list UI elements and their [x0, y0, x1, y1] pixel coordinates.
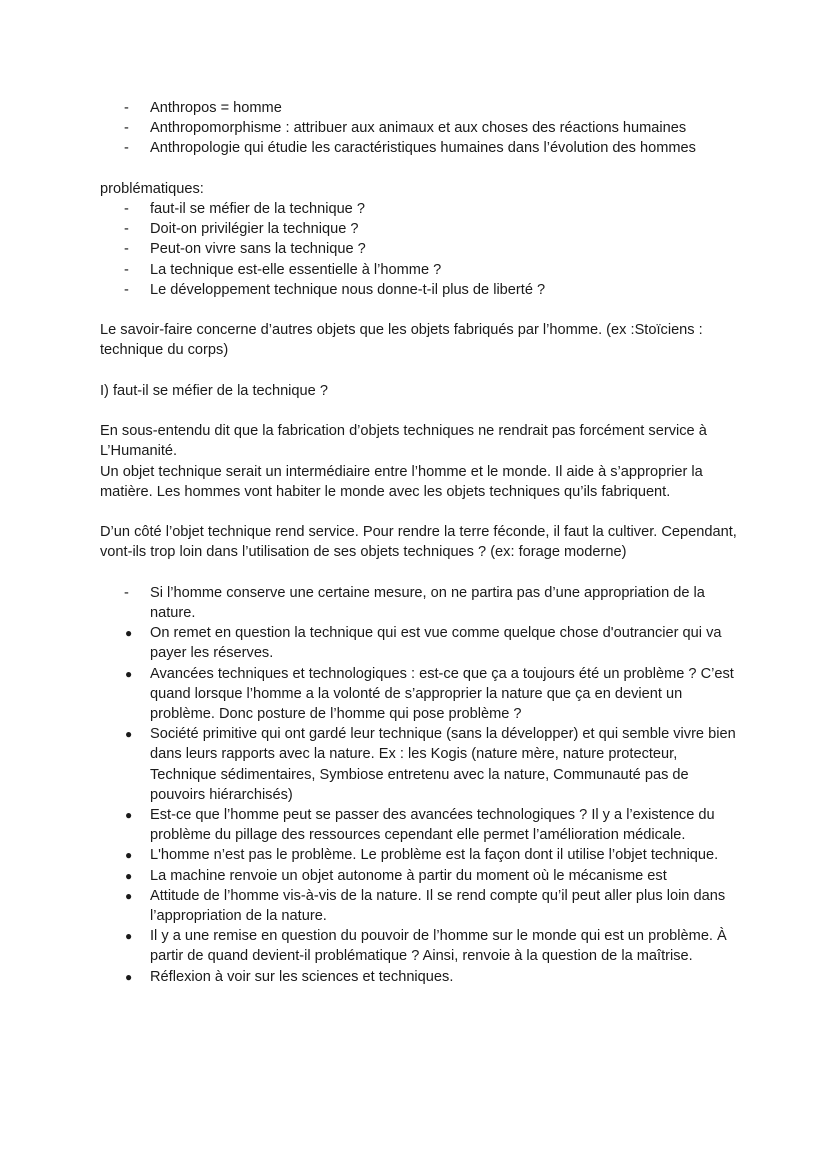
- bullet-marker: ●: [125, 929, 133, 944]
- dash-marker: -: [124, 281, 129, 298]
- list-item-text: Si l’homme conserve une certaine mesure, on ne partira pas d’une appropriation de la nature.: [150, 584, 705, 621]
- list-item-text: Il y a une remise en question du pouvoir de l’homme sur le monde qui est un problème. À partir de quand devient-il problématique ? Ainsi, renvoie à la question de la maîtrise.: [150, 928, 727, 965]
- paragraph: Un objet technique serait un intermédiaire entre l’homme et le monde. Il aide à s’approprier la matière. Les hommes vont habiter le monde avec les objets techniques qu’ils fabriquent.: [100, 463, 703, 500]
- list-item: [100, 886, 740, 926]
- bullet-marker: ●: [125, 888, 133, 903]
- dash-marker: -: [124, 241, 129, 258]
- dash-marker: -: [124, 584, 129, 601]
- problematiques-heading: problématiques:: [100, 180, 204, 197]
- list-item: [100, 583, 740, 623]
- list-item: [100, 805, 740, 845]
- list-item: [100, 239, 740, 259]
- dash-marker: -: [124, 140, 129, 157]
- list-item: [100, 260, 740, 280]
- list-item: [100, 926, 740, 966]
- list-item-text: On remet en question la technique qui est vue comme quelque chose d'outrancier qui va payer les réserves.: [150, 625, 722, 662]
- list-item: [100, 98, 740, 118]
- dash-marker: -: [124, 201, 129, 217]
- dash-marker: -: [124, 221, 129, 238]
- paragraph: En sous-entendu dit que la fabrication d’objets techniques ne rendrait pas forcément service à L’Humanité.: [100, 423, 707, 460]
- list-item-text: Réflexion à voir sur les sciences et techniques.: [150, 968, 454, 985]
- savoir-faire-paragraph: Le savoir-faire concerne d’autres objets que les objets fabriqués par l’homme. (ex :Stoïciens : technique du corps): [100, 322, 703, 359]
- list-item-text: Attitude de l’homme vis-à-vis de la nature. Il se rend compte qu’il peut aller plus loin dans l’appropriation de la nature.: [150, 887, 726, 925]
- list-item: [100, 118, 740, 138]
- list-item: [100, 967, 740, 987]
- list-item-text: Société primitive qui ont gardé leur technique (sans la développer) et qui semble vivre bien dans leurs rapports avec la nature. Ex : les Kogis (nature mère, nature protecteur, Technique sédimentaires, Symbiose entretenu avec la nature, Communauté pas de pouvoirs hiérarchisés): [150, 726, 736, 803]
- bullet-marker: ●: [125, 969, 133, 984]
- dash-marker: -: [124, 261, 129, 278]
- list-item-text: Est-ce que l’homme peut se passer des avancées technologiques ? Il y a l’existence du problème du pillage des ressources cependant elle permet l’amélioration médicale.: [150, 807, 715, 844]
- list-item-text: Le développement technique nous donne-t-il plus de liberté ?: [150, 281, 546, 298]
- list-item-text: Doit-on privilégier la technique ?: [150, 221, 359, 238]
- list-item-text: Anthropologie qui étudie les caractéristiques humaines dans l’évolution des hommes: [150, 140, 696, 157]
- dash-marker: -: [124, 120, 129, 137]
- bullet-marker: ●: [125, 808, 133, 823]
- paragraph: D’un côté l’objet technique rend service. Pour rendre la terre féconde, il faut la cultiver. Cependant, vont-ils trop loin dans l’utilisation de ses objets techniques ? (ex: forage moderne): [100, 524, 737, 561]
- problematiques-list: [100, 199, 740, 300]
- document-page: [100, 98, 740, 987]
- bullet-marker: ●: [125, 626, 133, 641]
- bullet-marker: ●: [125, 666, 133, 681]
- list-item: [100, 845, 740, 865]
- list-item: [100, 138, 740, 158]
- list-item: [100, 623, 740, 663]
- list-item-text: L'homme n’est pas le problème. Le problème est la façon dont il utilise l’objet technique.: [150, 847, 719, 864]
- notes-list: [100, 583, 740, 987]
- bullet-marker: ●: [125, 727, 133, 742]
- list-item-text: faut-il se méfier de la technique ?: [150, 201, 365, 217]
- list-item-text: Anthropomorphisme : attribuer aux animaux et aux choses des réactions humaines: [150, 120, 687, 137]
- section-title: I) faut-il se méfier de la technique ?: [100, 382, 328, 399]
- list-item-text: Anthropos = homme: [150, 100, 282, 116]
- list-item: [100, 280, 740, 300]
- list-item: [100, 664, 740, 725]
- list-item-text: La technique est-elle essentielle à l’homme ?: [150, 261, 442, 278]
- list-item: [100, 199, 740, 219]
- intro-list: [100, 98, 740, 159]
- list-item: [100, 724, 740, 805]
- list-item-text: Avancées techniques et technologiques : est-ce que ça a toujours été un problème ? C’est quand lorsque l’homme a la volonté de s’approprier la nature que ça en devient un problème. Donc posture de l’homme qui pose problème ?: [150, 665, 734, 722]
- list-item: [100, 219, 740, 239]
- list-item-text: Peut-on vivre sans la technique ?: [150, 241, 366, 258]
- list-item-text: La machine renvoie un objet autonome à partir du moment où le mécanisme est: [150, 867, 667, 884]
- dash-marker: -: [124, 100, 129, 116]
- list-item: [100, 866, 740, 886]
- bullet-marker: ●: [125, 868, 133, 883]
- bullet-marker: ●: [125, 848, 133, 863]
